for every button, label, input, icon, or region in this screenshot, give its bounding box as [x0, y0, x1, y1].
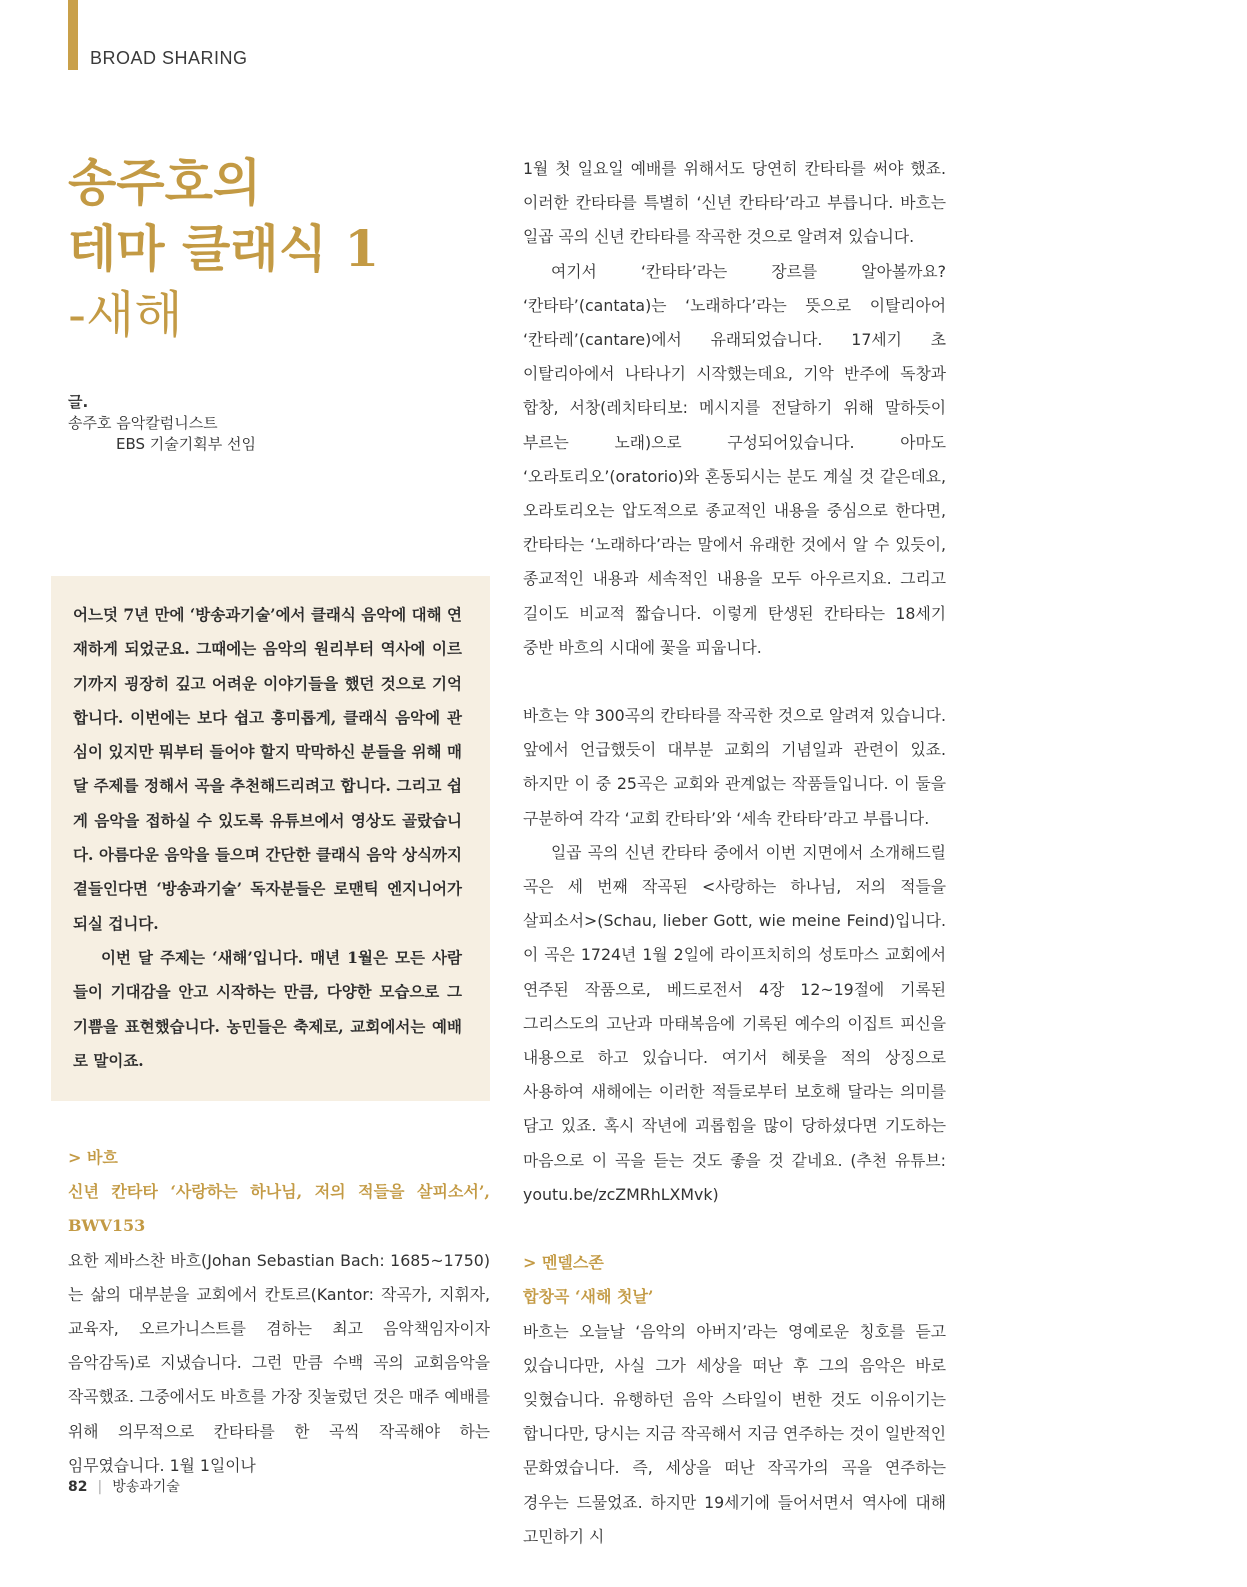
bach-paragraph-1: 요한 제바스찬 바흐(Johan Sebastian Bach: 1685~1750)는 삶의 대부분을 교회에서 칸토르(Kantor: 작곡가, 지휘자, 교육자, 오르가니스트를 겸하는 최고 음악책임자이자 음악감독)로 지냈습니다. 그런 만큼 수백 곡의 교회음악을 작곡했죠. 그중에서도 바흐를 가장 짓눌렀던 것은 매주 예배를 위해 의무적으로 칸타타를 한 곡씩 작곡해야 하는 임무였습니다. 1월 1일이나 [68, 1250, 490, 1475]
byline-author: 송주호 음악칼럼니스트 [68, 414, 218, 432]
intro-paragraph-1: 어느덧 7년 만에 ‘방송과기술’에서 클래식 음악에 대해 연재하게 되었군요. 그때에는 음악의 원리부터 역사에 이르기까지 굉장히 깊고 어려운 이야기들을 했던 것으로 기억합니다. 이번에는 보다 쉽고 흥미롭게, 클래식 음악에 관심이 있지만 뭐부터 들어야 할지 막막하신 분들을 위해 매달 주제를 정해서 곡을 추천해드리려고 합니다. 그리고 쉽게 음악을 접하실 수 있도록 유튜브에서 영상도 골랐습니다. 아름다운 음악을 들으며 간단한 클래식 음악 상식까지 곁들인다면 ‘방송과기술’ 독자분들은 로맨틱 엔지니어가 되실 겁니다. [73, 605, 462, 933]
page-number: 82 [68, 1479, 88, 1495]
right-paragraph-3: 바흐는 약 300곡의 칸타타를 작곡한 것으로 알려져 있습니다. 앞에서 언급했듯이 대부분 교회의 기념일과 관련이 있죠. 하지만 이 중 25곡은 교회와 관계없는 작품들입니다. 이 둘을 구분하여 각각 ‘교회 칸타타’와 ‘세속 칸타타’라고 부릅니다. [523, 706, 946, 828]
title-line-3: -새해 [68, 286, 183, 344]
title-line-1: 송주호의 [68, 153, 262, 212]
right-column [523, 152, 946, 1554]
bach-section-title: 신년 칸타타 ‘사랑하는 하나님, 저의 적들을 살피소서’, BWV153 [68, 1182, 490, 1236]
mendelssohn-paragraph-1: 바흐는 오늘날 ‘음악의 아버지’라는 영예로운 칭호를 듣고 있습니다만, 사실 그가 세상을 떠난 후 그의 음악은 바로 잊혔습니다. 유행하던 음악 스타일이 변한 것도 이유이기는 합니다만, 당시는 지금 작곡해서 지금 연주하는 것이 일반적인 문화였습니다. 즉, 세상을 떠난 작곡가의 곡을 연주하는 경우는 드물었죠. 하지만 19세기에 들어서면서 역사에 대해 고민하기 시 [523, 1321, 946, 1546]
title-line-2: 테마 클래식 1 [68, 219, 380, 278]
right-paragraph-1: 1월 첫 일요일 예배를 위해서도 당연히 칸타타를 써야 했죠. 이러한 칸타타를 특별히 ‘신년 칸타타’라고 부릅니다. 바흐는 일곱 곡의 신년 칸타타를 작곡한 것으로 알려져 있습니다. [523, 159, 946, 247]
magazine-name: 방송과기술 [112, 1479, 180, 1495]
bach-section-head: > 바흐 [68, 1148, 118, 1167]
byline-label: 글. [68, 393, 89, 411]
footer-separator: | [97, 1479, 103, 1495]
intro-paragraph-2: 이번 달 주제는 ‘새해’입니다. 매년 1월은 모든 사람들이 기대감을 안고 시작하는 만큼, 다양한 모습으로 그 기쁨을 표현했습니다. 농민들은 축제로, 교회에서는 예배로 말이죠. [73, 947, 462, 1070]
mendelssohn-section-head: > 멘델스존 [523, 1253, 604, 1273]
paragraph-gap [523, 1212, 946, 1246]
left-column [68, 1141, 490, 1483]
intro-summary-box [51, 576, 490, 1101]
byline-role: EBS 기술기획부 선임 [116, 435, 256, 453]
header-accent-bar [68, 0, 78, 70]
right-paragraph-2: 여기서 ‘칸타타’라는 장르를 알아볼까요? ‘칸타타’(cantata)는 ‘노래하다’라는 뜻으로 이탈리아어 ‘칸타레’(cantare)에서 유래되었습니다. 17세기 초 이탈리아에서 나타나기 시작했는데요, 기악 반주에 독창과 합창, 서창(레치타티보: 메시지를 전달하기 위해 말하듯이 부르는 노래)으로 구성되어있습니다. 아마도 ‘오라토리오’(oratorio)와 혼동되시는 분도 계실 것 같은데요, 오라토리오는 압도적으로 종교적인 내용을 중심으로 한다면, 칸타타는 ‘노래하다’라는 말에서 유래한 것에서 알 수 있듯이, 종교적인 내용과 세속적인 내용을 모두 아우르지요. 그리고 길이도 비교적 짧습니다. 이렇게 탄생된 칸타타는 18세기 중반 바흐의 시대에 꽃을 피웁니다. [523, 261, 946, 657]
section-label: BROAD SHARING [90, 48, 248, 68]
right-paragraph-4: 일곱 곡의 신년 칸타타 중에서 이번 지면에서 소개해드릴 곡은 세 번째 작곡된 <사랑하는 하나님, 저의 적들을 살피소서>(Schau, lieber Gott, wie meine Feind)입니다. 이 곡은 1724년 1월 2일에 라이프치히의 성토마스 교회에서 연주된 작품으로, 베드로전서 4장 12~19절에 기록된 그리스도의 고난과 마태복음에 기록된 예수의 이집트 피신을 내용으로 하고 있습니다. 여기서 헤롯을 적의 상징으로 사용하여 새해에는 이러한 적들로부터 보호해 달라는 의미를 담고 있죠. 혹시 작년에 괴롭힘을 많이 당하셨다면 기도하는 마음으로 이 곡을 듣는 것도 좋을 것 같네요. (추천 유튜브: youtu.be/zcZMRhLXMvk) [523, 842, 946, 1204]
byline [68, 392, 256, 455]
page-footer [68, 1476, 180, 1496]
mendelssohn-section-title: 합창곡 ‘새해 첫날’ [523, 1287, 654, 1307]
article-title [68, 150, 379, 348]
paragraph-gap [523, 665, 946, 699]
